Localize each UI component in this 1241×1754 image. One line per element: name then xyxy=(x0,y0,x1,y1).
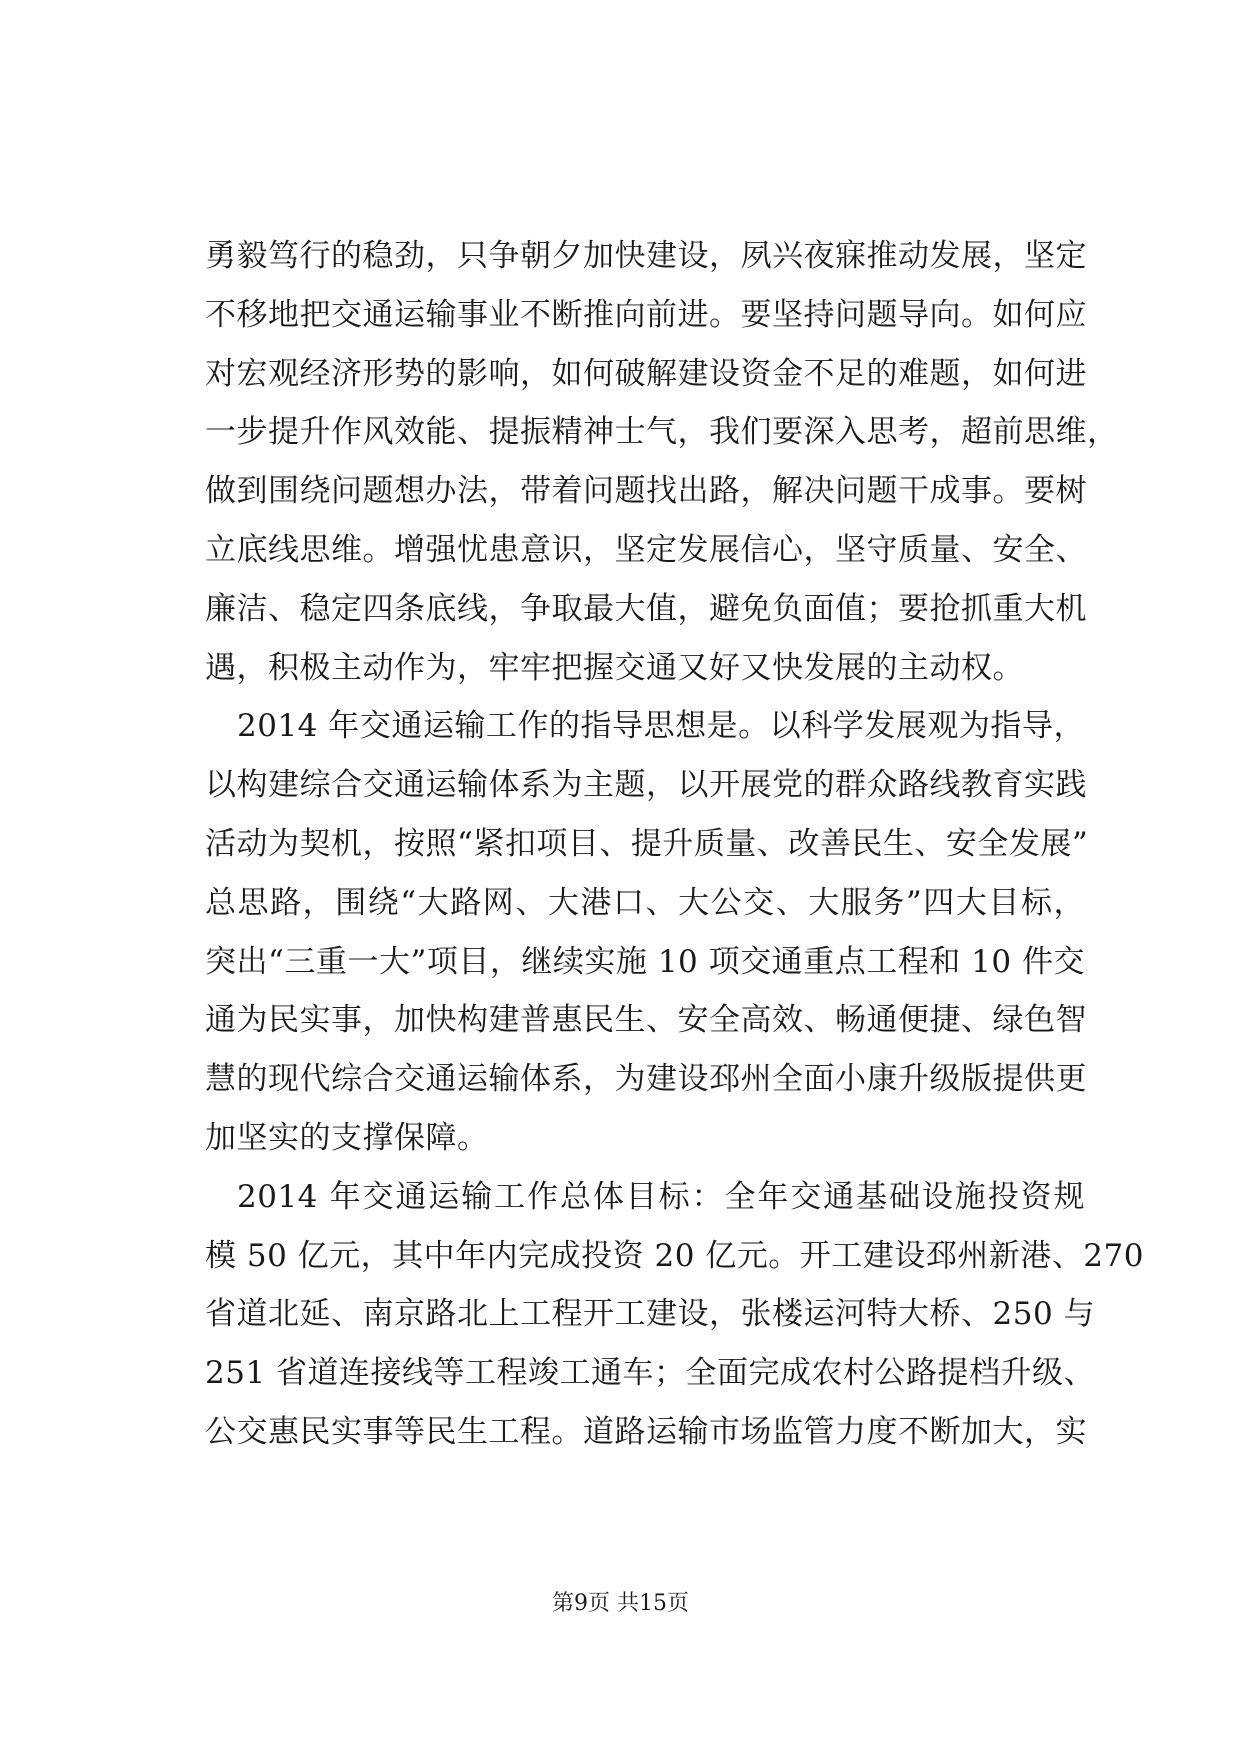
text-line: 加坚实的支撑保障。 xyxy=(205,1119,489,1156)
text-line: 遇，积极主动作为，牢牢把握交通又好又快发展的主动权。 xyxy=(205,649,1024,686)
text-line: 省道北延、南京路北上工程开工建设，张楼运河特大桥、250 与 xyxy=(205,1296,1096,1333)
page-footer: 第9页 共15页 xyxy=(552,1591,689,1616)
text-line: 一步提升作风效能、提振精神士气，我们要深入思考，超前思维， xyxy=(205,414,1119,451)
paragraph-start-line: 2014 年交通运输工作的指导思想是。以科学发展观为指导， xyxy=(237,708,1085,745)
text-line: 对宏观经济形势的影响，如何破解建设资金不足的难题，如何进 xyxy=(205,355,1087,392)
text-line: 立底线思维。增强忧患意识，坚定发展信心，坚守质量、安全、 xyxy=(205,531,1087,568)
paragraph-start-line: 2014 年交通运输工作总体目标：全年交通基础设施投资规 xyxy=(237,1178,1085,1215)
text-line: 慧的现代综合交通运输体系，为建设邳州全面小康升级版提供更 xyxy=(205,1061,1087,1098)
text-line: 勇毅笃行的稳劲，只争朝夕加快建设，夙兴夜寐推动发展，坚定 xyxy=(205,238,1087,274)
text-line: 不移地把交通运输事业不断推向前进。要坚持问题导向。如何应 xyxy=(205,296,1087,333)
text-line: 总思路，围绕“大路网、大港口、大公交、大服务”四大目标， xyxy=(205,884,1085,921)
text-line: 廉洁、稳定四条底线，争取最大值，避免负面值；要抢抓重大机 xyxy=(205,590,1087,627)
text-line: 模 50 亿元，其中年内完成投资 20 亿元。开工建设邳州新港、270 xyxy=(205,1237,1144,1274)
text-line: 251 省道连接线等工程竣工通车；全面完成农村公路提档升级、 xyxy=(205,1355,1096,1392)
text-line: 突出“三重一大”项目，继续实施 10 项交通重点工程和 10 件交 xyxy=(205,943,1085,980)
text-line: 公交惠民实事等民生工程。道路运输市场监管力度不断加大，实 xyxy=(205,1413,1087,1450)
text-line: 做到围绕问题想办法，带着问题找出路，解决问题干成事。要树 xyxy=(205,473,1087,510)
text-line: 以构建综合交通运输体系为主题，以开展党的群众路线教育实践 xyxy=(205,767,1087,804)
body-text xyxy=(205,227,1144,1462)
text-line: 通为民实事，加快构建普惠民生、安全高效、畅通便捷、绿色智 xyxy=(205,1002,1087,1039)
text-line: 活动为契机，按照“紧扣项目、提升质量、改善民生、安全发展” xyxy=(205,825,1089,862)
